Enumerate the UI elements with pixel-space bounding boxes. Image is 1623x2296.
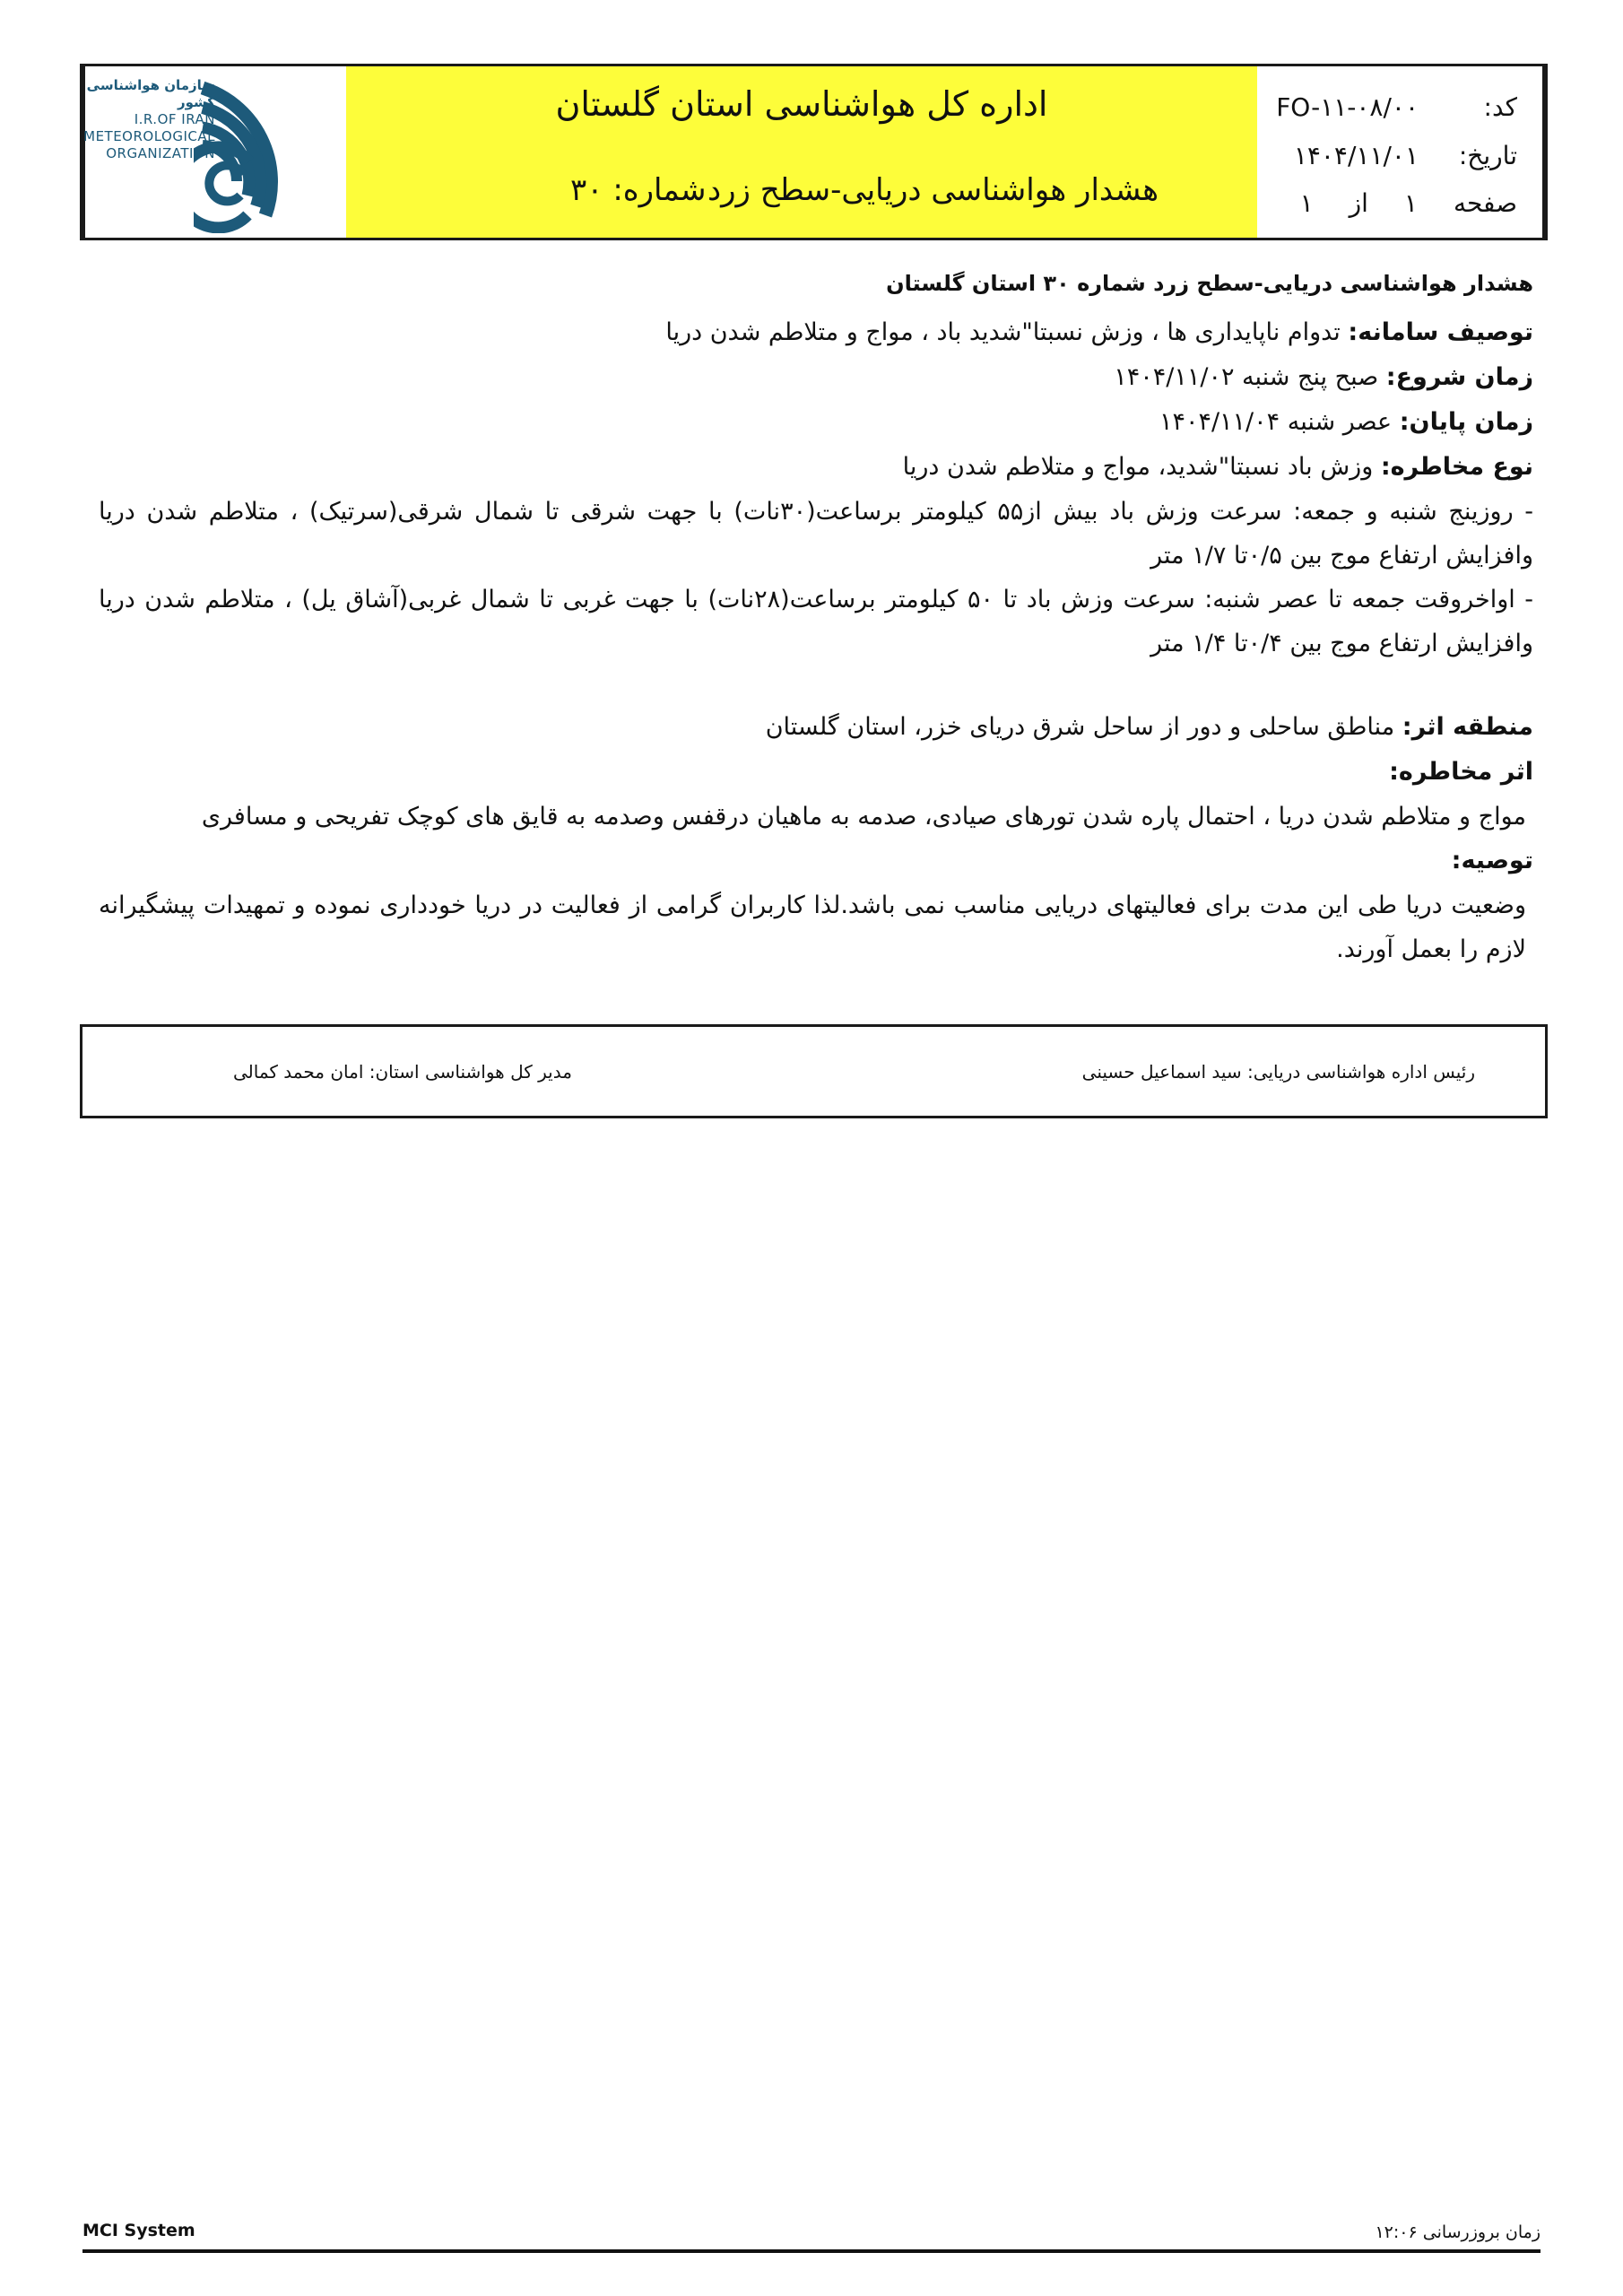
- system-description: [90, 310, 1533, 355]
- system-text: تدوام ناپایداری ها ، وزش نسبتا"شدید باد ، مواج و متلاطم شدن دریا: [665, 318, 1349, 346]
- end-time: [90, 400, 1533, 445]
- code-value: FO-۱۱-۰۸/۰۰: [1276, 91, 1419, 122]
- date-value: ۱۴۰۴/۱۱/۰۱: [1293, 140, 1419, 170]
- document-header: [80, 64, 1548, 240]
- area-text: مناطق ساحلی و دور از ساحل شرق دریای خزر، استان گلستان: [765, 713, 1402, 741]
- hazard-type-label: نوع مخاطره:: [1380, 453, 1533, 481]
- affected-area: [90, 705, 1533, 750]
- hazard-type-text: وزش باد نسبتا"شدید، مواج و متلاطم شدن دریا: [902, 453, 1381, 481]
- hazard-type: [90, 445, 1533, 490]
- page-of: از: [1349, 188, 1368, 218]
- code-label: کد:: [1483, 91, 1517, 122]
- area-label: منطقه اثر:: [1402, 713, 1533, 741]
- system-label: توصیف سامانه:: [1348, 318, 1533, 346]
- end-text: عصر شنبه ۱۴۰۴/۱۱/۰۴: [1159, 408, 1400, 436]
- warning-number: شماره: ۳۰: [570, 172, 707, 208]
- page-label: صفحه: [1453, 188, 1517, 218]
- logo-en-line2: METEOROLOGICAL: [83, 128, 215, 144]
- meteorological-spiral-logo-icon: [194, 81, 328, 233]
- impact-label: اثر مخاطره:: [1389, 758, 1533, 786]
- logo-persian-name: سازمان هواشناسی کشور: [86, 77, 215, 110]
- impact-text: مواج و متلاطم شدن دریا ، احتمال پاره شدن تورهای صیادی، صدمه به ماهیان درقفس وصدمه به قایق های کوچک تفریحی و مسافری: [201, 803, 1526, 831]
- forecast-detail-2: - اواخروقت جمعه تا عصر شنبه: سرعت وزش باد تا ۵۰ کیلومتر برساعت(۲۸نات) با جهت غربی تا شمال غربی(آشاق یل) ، متلاطم شدن دریا وافزایش ارتفاع موج بین ۰/۴تا ۱/۴ متر: [99, 586, 1534, 657]
- warning-body: [90, 260, 1533, 971]
- marine-head-signature: رئیس اداره هواشناسی دریایی: سید اسماعیل حسینی: [1081, 1061, 1475, 1083]
- page-current: ۱: [1403, 188, 1418, 218]
- forecast-detail-1: - روزینج شنبه و جمعه: سرعت وزش باد بیش از۵۵ کیلومتر برساعت(۳۰نات) با جهت شرقی تا شمال شرقی(سرتیک) ، متلاطم شدن دریا وافزایش ارتفاع موج بین ۰/۵تا ۱/۷ متر: [99, 498, 1534, 570]
- director-general-signature: مدیر کل هواشناسی استان: امان محمد کمالی: [233, 1061, 572, 1083]
- start-text: صبح پنج شنبه ۱۴۰۴/۱۱/۰۲: [1114, 363, 1386, 391]
- header-title-panel: [346, 66, 1257, 238]
- date-row: [1293, 131, 1517, 179]
- update-time: زمان بروزرسانی ۱۲:۰۶: [1375, 2222, 1541, 2242]
- logo-en-line1: I.R.OF IRAN: [134, 111, 215, 127]
- organization-logo-cell: [82, 66, 346, 238]
- logo-en-line3: ORGANIZATION: [106, 145, 215, 161]
- warning-type-title: هشدار هواشناسی دریایی-سطح زرد: [707, 172, 1159, 208]
- document-meta: [1257, 66, 1545, 238]
- page-footer: [82, 2221, 1541, 2257]
- footer-divider: [82, 2249, 1541, 2253]
- advice-text: وضعیت دریا طی این مدت برای فعالیتهای دریایی مناسب نمی باشد.لذا کاربران گرامی از فعالیت در دریا خودداری نموده و تمهیدات پیشگیرانه لازم را بعمل آورند.: [99, 891, 1526, 963]
- start-label: زمان شروع:: [1385, 363, 1533, 391]
- advice-label: توصیه:: [1451, 847, 1533, 874]
- start-time: [90, 355, 1533, 400]
- office-title: اداره کل هواشناسی استان گلستان: [555, 84, 1048, 124]
- date-label: تاریخ:: [1458, 140, 1517, 170]
- code-row: [1276, 83, 1517, 131]
- spacer: [90, 665, 1533, 705]
- page-row: [1293, 188, 1517, 218]
- system-name: MCI System: [82, 2221, 195, 2240]
- signature-box: [80, 1024, 1548, 1118]
- warning-headline: هشدار هواشناسی دریایی-سطح زرد شماره ۳۰ استان گلستان: [886, 271, 1533, 296]
- page-total: ۱: [1299, 188, 1314, 218]
- end-label: زمان پایان:: [1399, 408, 1533, 436]
